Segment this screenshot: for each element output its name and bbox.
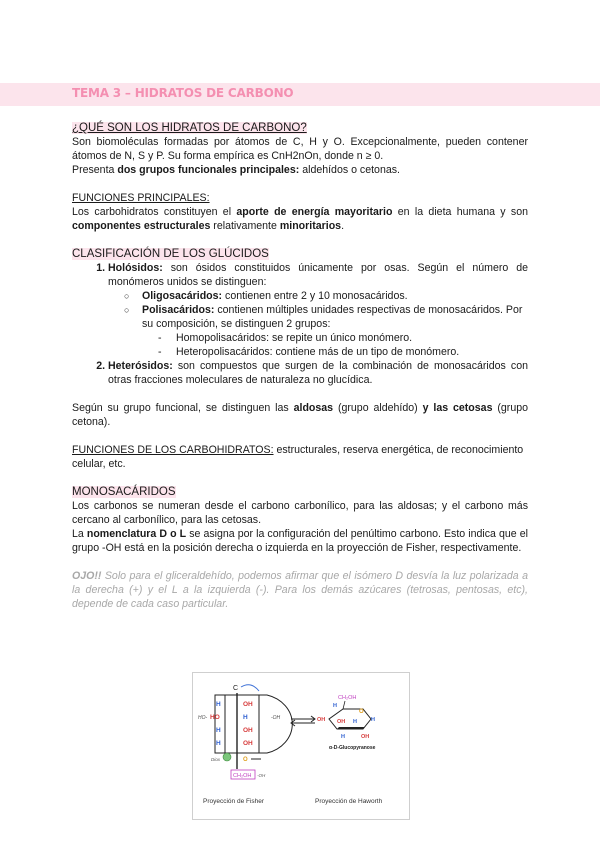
section-title-clasificacion: CLASIFICACIÓN DE LOS GLÚCIDOS [72, 248, 269, 260]
haworth-h-top: H [333, 703, 337, 709]
ring-front-edge [337, 727, 365, 729]
document-body [72, 121, 528, 611]
list-item-heteropolisacaridos: - Heteropolisacáridos: contiene más de un tipo de monómero. [176, 345, 528, 359]
haworth-h-mid: H [353, 719, 357, 725]
paragraph-numeracion: Los carbonos se numeran desde el carbono carbonílico, para las aldosas; y el carbono más cercano al carbonílico, para las cetosas. [72, 500, 528, 526]
figure-fisher-haworth [192, 672, 410, 820]
note-ojo: OJO!! Solo para el gliceraldehído, podemos afirmar que el isómero D desvía la luz polarizada a la derecha (+) y el L a la izquierda (-). Para los demás azúcares (tetrosas, pentosas, etc), depende de cada caso particular. [72, 570, 528, 610]
bond-line-2 [343, 701, 345, 709]
fisher-ch2oh: CH₂OH [233, 773, 252, 779]
paragraph-definition: Son biomoléculas formadas por átomos de C, H y O. Excepcionalmente, pueden contener átomos de N, S y P. Su forma empírica es CnH2nOn, donde n ≥ 0. [72, 136, 528, 162]
caption-haworth: Proyección de Haworth [315, 798, 383, 805]
haworth-ring-oxygen: O [359, 709, 364, 715]
section-title-monosacaridos: MONOSACÁRIDOS [72, 486, 176, 498]
atom-oh-4: OH [243, 740, 253, 747]
atom-h-3: H [216, 727, 221, 734]
caption-fisher: Proyección de Fisher [203, 798, 265, 805]
atom-h-2: H [243, 714, 248, 721]
left-ho-note: HO- [198, 715, 208, 721]
atom-oh-3: OH [243, 727, 253, 734]
bottom-oh-note: -OH [257, 773, 266, 778]
ring-oxygen-fisher: O [243, 757, 248, 763]
paragraph-aldosas-cetosas: Según su grupo funcional, se distinguen las aldosas (grupo aldehído) y las cetosas (grupo cetona). [72, 402, 528, 428]
arrow-curve [241, 685, 259, 691]
list-item-polisacaridos: ○ Polisacáridos: contienen múltiples unidades respectivas de monosacáridos. Por su composición, se distinguen 2 grupos: - Homopolisacáridos: se repite un único monómero. - Heteropolisacáridos: contiene más de un tipo de monómero. [142, 303, 528, 359]
page-title: TEMA 3 – HIDRATOS DE CARBONO [72, 86, 294, 100]
atom-oh-1: OH [243, 701, 253, 708]
list-item-holosidos: 1. Holósidos: son ósidos constituidos únicamente por osas. Según el número de monómeros unidos se distinguen: ○ Oligosacáridos: contienen entre 2 y 10 monosacáridos. ○ Polisacáridos: contienen múltiples unidades respectivas de monosacáridos. Por su composición, se distinguen 2 grupos: - Homopolisacáridos: se repite un único monómero. - Heteropolisacáridos: contiene más de un tipo de monómero. [108, 261, 528, 359]
glucose-diagram [193, 673, 409, 819]
atom-h-1: H [216, 701, 221, 708]
carbonyl-carbon-label: C [233, 685, 239, 692]
haworth-oh-bottom: OH [361, 734, 370, 740]
list-item-homopolisacaridos: - Homopolisacáridos: se repite un único monómero. [176, 331, 528, 345]
highlight-circle [223, 753, 231, 761]
right-oh-note: -OH [271, 715, 281, 721]
section-title-que-son: ¿QUÉ SON LOS HIDRATOS DE CARBONO? [72, 122, 307, 134]
product-label: α-D-Glucopyranose [329, 745, 376, 751]
section-title-funciones: FUNCIONES PRINCIPALES: [72, 192, 210, 204]
atom-h-4: H [216, 740, 221, 747]
paragraph-grupos: Presenta dos grupos funcionales principales: aldehídos o cetonas. [72, 164, 400, 176]
haworth-oh-left: OH [317, 717, 326, 723]
haworth-h-bottom: H [341, 734, 345, 740]
list-item-heterosidos: 2. Heterósidos: son compuestos que surgen de la combinación de monosacáridos con otras fracciones moleculares de naturaleza no glucídica. [108, 359, 528, 387]
paragraph-funciones-carbohidratos: FUNCIONES DE LOS CARBOHIDRATOS: estructurales, reserva energética, de reconocimiento celular, etc. [72, 444, 524, 470]
haworth-ch2oh: CH₂OH [338, 695, 357, 701]
haworth-oh-mid: OH [337, 719, 346, 725]
atom-ho-2: HO [210, 714, 220, 721]
title-banner [0, 83, 600, 106]
ring-closure-arc [259, 695, 292, 753]
paragraph-nomenclatura: La nomenclatura D o L se asigna por la configuración del penúltimo carbono. Esto indica que el grupo -OH está en la posición derecha o izquierda en la proyección de Fisher, respectivamente. [72, 528, 528, 554]
pyranose-ring [329, 709, 371, 729]
classification-list [72, 261, 528, 387]
haworth-h-right: H [371, 717, 375, 723]
paragraph-funciones: Los carbohidratos constituyen el aporte de energía mayoritario en la dieta humana y son componentes estructurales relativamente minoritarios. [72, 206, 529, 232]
list-item-oligosacaridos: ○ Oligosacáridos: contienen entre 2 y 10 monosacáridos. [142, 289, 528, 303]
diox-note: Diox [211, 757, 221, 762]
